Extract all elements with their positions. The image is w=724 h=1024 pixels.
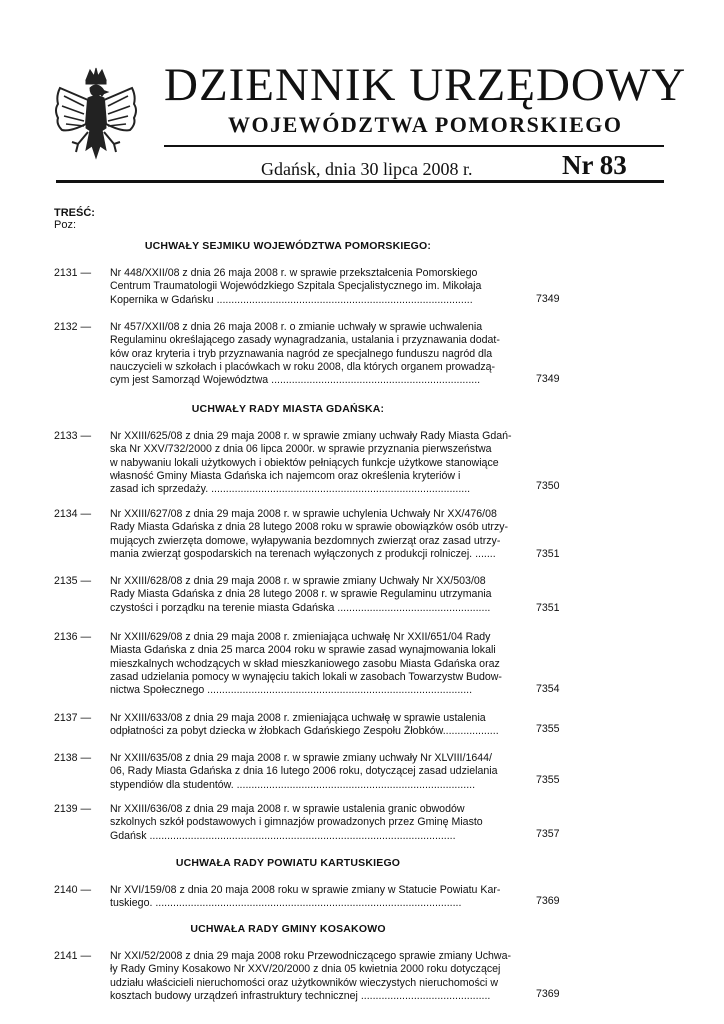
entry-text: Nr XXIII/633/08 z dnia 29 maja 2008 r. zmieniająca uchwałę w sprawie ustalenia odpłatności za pobyt dziecka w żłobkach Gdańskiego Zespołu Żłobków...................: [110, 712, 499, 738]
section-heading: UCHWAŁY SEJMIKU WOJEWÓDZTWA POMORSKIEGO:: [144, 240, 432, 252]
entry-text: Nr XXIII/627/08 z dnia 29 maja 2008 r. w sprawie uchylenia Uchwały Nr XX/476/08 Rady Miasta Gdańska z dnia 28 lutego 2008 roku w sprawie obowiązków osób utrzy- mujących zwierzęta domowe, wyłapywania bezdomnych zwierząt oraz zasad utrzy- mania zwierząt gospodarskich na terenach wyłączonych z produkcji rolniczej. .......: [110, 508, 509, 560]
entry-page: 7357: [536, 828, 560, 840]
header-rule-bottom: [56, 180, 664, 183]
entry-page: 7350: [536, 480, 560, 492]
entry-page: 7355: [536, 723, 560, 735]
entry-text: Nr 457/XXII/08 z dnia 26 maja 2008 r. o zmianie uchwały w sprawie uchwalenia Regulaminu określającego zasady wynagradzania, ustalania i przyznawania dodat- ków oraz kryteria i tryb przyznawania nagród ze specjalnego funduszu nagród dla nauczycieli w szkołach i placówkach w roku 2008, dla których organem prowadzą- cym jest Samorząd Województwa .......................................................................: [110, 321, 500, 387]
entry-page: 7349: [536, 293, 560, 305]
entry-text: Nr 448/XXII/08 z dnia 26 maja 2008 r. w sprawie przekształcenia Pomorskiego Centrum Traumatologii Wojewódzkiego Szpitala Specjalistycznego im. Mikołaja Kopernika w Gdańsku .......................................................................................: [110, 267, 482, 306]
entry-text: Nr XXI/52/2008 z dnia 29 maja 2008 roku Przewodniczącego sprawie zmiany Uchwa- ły Rady Gminy Kosakowo Nr XXV/20/2000 z dnia 05 kwietnia 2000 roku dotyczącej udziału właścicieli nieruchomości oraz użytkowników wieczystych nieruchomości w kosztach budowy urządzeń infrastruktury technicznej ............................................: [110, 950, 512, 1002]
entry-number: 2138 —: [54, 752, 92, 764]
entry-page: 7369: [536, 988, 560, 1000]
entry-text: Nr XXIII/636/08 z dnia 29 maja 2008 r. w sprawie ustalenia granic obwodów szkolnych szkół podstawowych i gimnazjów prowadzonych przez Gminę Miasto Gdańsk ........................................................................................................: [110, 803, 483, 842]
entry-number: 2132 —: [54, 321, 92, 333]
entry-page: 7354: [536, 683, 560, 695]
entry-page: 7369: [536, 895, 560, 907]
entry-text: Nr XXIII/629/08 z dnia 29 maja 2008 r. zmieniająca uchwałę Nr XXII/651/04 Rady Miasta Gdańska z dnia 25 marca 2004 roku w sprawie zasad wynajmowania lokali mieszkalnych wchodzących w skład mieszkaniowego zasobu Miasta Gdańska oraz zasad udzielania pomocy w wynajęciu takich lokali w zasobach Towarzystw Budow- nictwa Społecznego ..........................................................................................: [110, 631, 502, 697]
entry-number: 2135 —: [54, 575, 92, 587]
entry-page: 7351: [536, 548, 560, 560]
entry-number: 2133 —: [54, 430, 92, 442]
publication-subtitle: WOJEWÓDZTWA POMORSKIEGO: [228, 112, 623, 137]
entry-number: 2137 —: [54, 712, 92, 724]
entry-text: Nr XXIII/628/08 z dnia 29 maja 2008 r. w sprawie zmiany Uchwały Nr XX/503/08 Rady Miasta Gdańska z dnia 28 lutego 2008 r. w sprawie Regulaminu utrzymania czystości i porządku na terenie miasta Gdańska ....................................................: [110, 575, 492, 614]
entry-number: 2140 —: [54, 884, 92, 896]
toc-heading: TREŚĆ:: [54, 207, 95, 219]
header-rule-top: [164, 145, 664, 147]
entry-number: 2134 —: [54, 508, 92, 520]
entry-number: 2136 —: [54, 631, 92, 643]
entry-number: 2131 —: [54, 267, 92, 279]
entry-text: Nr XXIII/625/08 z dnia 29 maja 2008 r. w sprawie zmiany uchwały Rady Miasta Gdań- ska Nr XXV/732/2000 z dnia 06 lipca 2000r. w sprawie przyznania pierwszeństwa w nabywaniu lokali użytkowych i obiektów pełniących funkcje użytkowe stanowiące własność Gminy Miasta Gdańska ich najemcom oraz określenia kryteriów i zasad ich sprzedaży. ........................................................................................: [110, 430, 512, 496]
entry-page: 7349: [536, 373, 560, 385]
entry-text: Nr XXIII/635/08 z dnia 29 maja 2008 r. w sprawie zmiany uchwały Nr XLVIII/1644/ 06, Rady Miasta Gdańska z dnia 16 lutego 2006 roku, dotyczącej zasad udzielania stypendiów dla studentów. .................................................................................: [110, 752, 498, 791]
dateline: Gdańsk, dnia 30 lipca 2008 r.: [261, 159, 473, 179]
entry-page: 7351: [536, 602, 560, 614]
issue-number: Nr 83: [562, 150, 627, 180]
toc-poz-label: Poz:: [54, 219, 77, 231]
section-heading: UCHWAŁY RADY MIASTA GDAŃSKA:: [191, 403, 385, 415]
entry-number: 2141 —: [54, 950, 92, 962]
entry-page: 7355: [536, 774, 560, 786]
entry-number: 2139 —: [54, 803, 92, 815]
entry-text: Nr XVI/159/08 z dnia 20 maja 2008 roku w sprawie zmiany w Statucie Powiatu Kar- tuskiego. ........................................................................................................: [110, 884, 501, 910]
section-heading: UCHWAŁA RADY GMINY KOSAKOWO: [190, 923, 386, 935]
section-heading: UCHWAŁA RADY POWIATU KARTUSKIEGO: [175, 857, 401, 869]
publication-title: DZIENNIK URZĘDOWY: [164, 59, 687, 111]
eagle-emblem: [50, 66, 142, 172]
